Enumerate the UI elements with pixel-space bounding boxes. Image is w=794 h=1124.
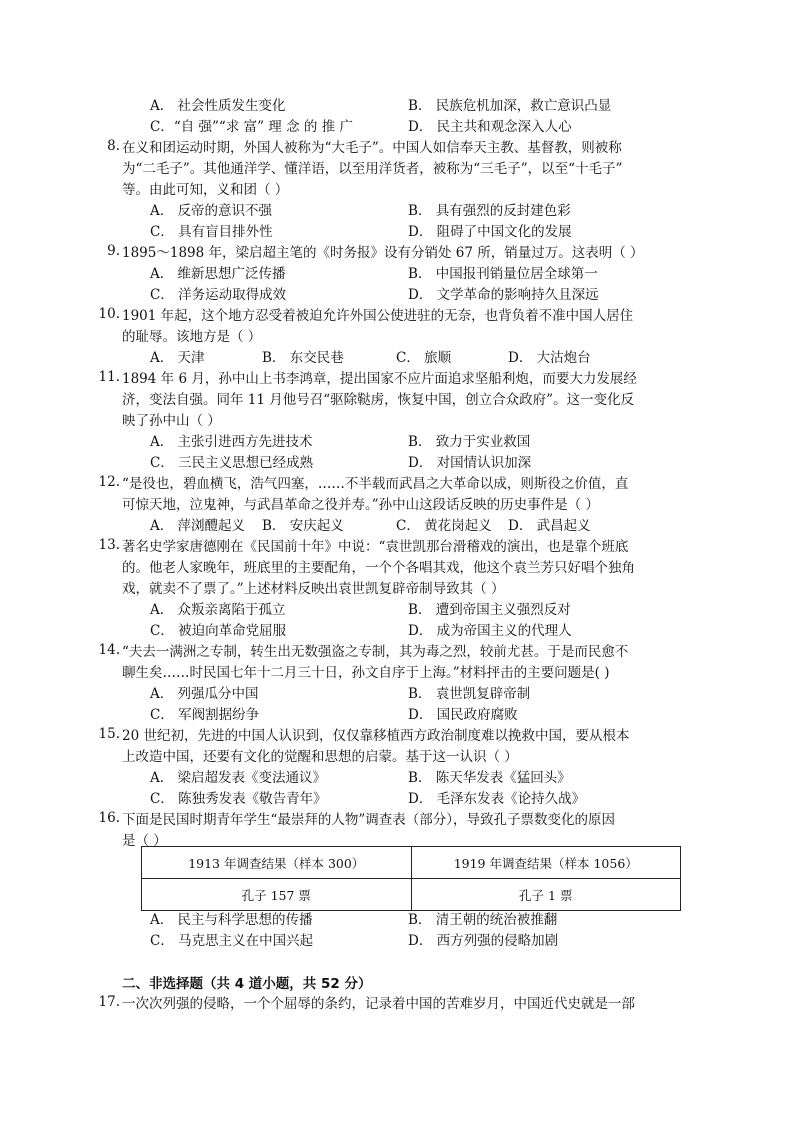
- q12-option-a[interactable]: A． 萍浏醴起义: [150, 518, 246, 534]
- table-cell-1919: 孔子 1 票: [411, 879, 681, 911]
- question-15: [98, 726, 682, 768]
- q8-option-b[interactable]: B． 具有强烈的反封建色彩: [408, 203, 571, 219]
- q11-option-d[interactable]: D． 对国情认识加深: [408, 455, 532, 471]
- survey-table: [141, 846, 681, 911]
- q13-option-d[interactable]: D． 成为帝国主义的代理人: [408, 623, 572, 639]
- question-text: 20 世纪初，先进的中国人认识到，仅仅靠移植西方政治制度难以挽救中国，要从根本: [122, 728, 630, 744]
- question-13: [98, 537, 682, 600]
- question-10: [98, 306, 682, 348]
- q9-option-a[interactable]: A． 维新思想广泛传播: [150, 266, 286, 282]
- question-number: 17.: [98, 994, 120, 1010]
- question-text: 1895～1898 年，梁启超主笔的《时务报》设有分销处 67 所，销量过万。这表明（ ）: [122, 245, 644, 261]
- q15-option-a[interactable]: A． 梁启超发表《变法通议》: [150, 770, 327, 786]
- question-number: 8.: [107, 138, 120, 154]
- question-text: 在义和团运动时期，外国人被称为“大毛子”。中国人如信奉天主教、基督教，则被称: [122, 140, 622, 156]
- q12-option-b[interactable]: B． 安庆起义: [262, 518, 344, 534]
- question-text: 聊生矣……时民国七年十二月三十日，孙文自序于上海。”材料抨击的主要问题是( ): [122, 665, 610, 681]
- q12-options: [150, 516, 690, 537]
- table-header-1919: 1919 年调查结果（样本 1056）: [411, 847, 681, 879]
- q12-option-d[interactable]: D． 武昌起义: [508, 518, 591, 534]
- q16-options: [150, 910, 690, 952]
- question-text: 济，变法自强。同年 11 月他号召“驱除鞑虏，恢复中国，创立合众政府”。这一变化反: [122, 392, 635, 408]
- question-text: 映了孙中山（ ）: [122, 413, 221, 429]
- q9-option-d[interactable]: D． 文学革命的影响持久且深远: [408, 287, 599, 303]
- q7-option-b[interactable]: B． 民族危机加深，救亡意识凸显: [408, 98, 612, 114]
- question-text: 为“二毛子”。其他通洋学、懂洋语，以至用洋货者，被称为“三毛子”，以至“十毛子”: [122, 161, 623, 177]
- q15-option-b[interactable]: B． 陈天华发表《猛回头》: [408, 770, 571, 786]
- question-number: 12.: [98, 474, 120, 490]
- question-number: 10.: [98, 306, 120, 322]
- q10-option-c[interactable]: C． 旅顺: [396, 350, 452, 366]
- q8-option-a[interactable]: A． 反帝的意识不强: [150, 203, 273, 219]
- q13-option-c[interactable]: C． 被迫向革命党屈服: [150, 623, 287, 639]
- q7-option-c[interactable]: C．“自 强”“求 富” 理 念 的 推 广: [150, 119, 353, 135]
- q11-options: [150, 432, 690, 474]
- q16-option-a[interactable]: A． 民主与科学思想的传播: [150, 912, 313, 928]
- q15-options: [150, 768, 690, 810]
- question-11: [98, 369, 682, 432]
- question-9: [107, 243, 682, 264]
- question-text: 是（ ）: [122, 833, 167, 849]
- question-text: 等。由此可知，义和团（ ）: [122, 182, 289, 198]
- question-text: 可惊天地，泣鬼神，与武昌革命之役并寿。”孙中山这段话反映的历史事件是（ ）: [122, 497, 599, 513]
- q14-option-a[interactable]: A． 列强瓜分中国: [150, 686, 259, 702]
- q8-options: [150, 201, 690, 243]
- q16-option-b[interactable]: B． 清王朝的统治被推翻: [408, 912, 558, 928]
- question-14: [98, 642, 682, 684]
- q16-option-c[interactable]: C． 马克思主义在中国兴起: [150, 933, 314, 949]
- question-number: 13.: [98, 537, 120, 553]
- table-header-1913: 1913 年调查结果（样本 300）: [142, 847, 412, 879]
- q8-option-d[interactable]: D． 阻碍了中国文化的发展: [408, 224, 572, 240]
- question-number: 9.: [107, 243, 120, 259]
- q13-option-a[interactable]: A． 众叛亲离陷于孤立: [150, 602, 286, 618]
- question-text: 1894 年 6 月，孙中山上书李鸿章，提出国家不应片面追求坚船利炮，而要大力发展经: [122, 371, 637, 387]
- q10-option-a[interactable]: A． 天津: [150, 350, 205, 366]
- q13-option-b[interactable]: B． 遭到帝国主义强烈反对: [408, 602, 571, 618]
- q11-option-b[interactable]: B． 致力于实业救国: [408, 434, 531, 450]
- q7-option-d[interactable]: D． 民主共和观念深入人心: [408, 119, 572, 135]
- q8-option-c[interactable]: C． 具有盲目排外性: [150, 224, 273, 240]
- question-text: 著名史学家唐德刚在《民国前十年》中说：“袁世凯那台滑稽戏的演出，也是靠个班底: [122, 539, 629, 555]
- q14-options: [150, 684, 690, 726]
- q14-option-c[interactable]: C． 军阀割据纷争: [150, 707, 260, 723]
- question-text: 的。他老人家晚年，班底里的主要配角，一个个各唱其戏，他这个袁兰芳只好唱个独角: [122, 560, 635, 576]
- question-number: 11.: [98, 369, 120, 385]
- question-17: [98, 994, 682, 1015]
- table-cell-1913: 孔子 157 票: [142, 879, 412, 911]
- q7-option-a[interactable]: A． 社会性质发生变化: [150, 98, 286, 114]
- q11-option-c[interactable]: C． 三民主义思想已经成熟: [150, 455, 314, 471]
- question-text: “夫去一满洲之专制，转生出无数强盗之专制，其为毒之烈，较前尤甚。于是而民愈不: [122, 644, 629, 660]
- question-12: [98, 474, 682, 516]
- q9-options: [150, 264, 690, 306]
- question-number: 16.: [98, 810, 120, 826]
- q14-option-d[interactable]: D． 国民政府腐败: [408, 707, 518, 723]
- q10-options: [150, 348, 690, 369]
- q16-option-d[interactable]: D． 西方列强的侵略加剧: [408, 933, 559, 949]
- q10-option-d[interactable]: D． 大沽炮台: [508, 350, 591, 366]
- q12-option-c[interactable]: C． 黄花岗起义: [396, 518, 492, 534]
- q13-options: [150, 600, 690, 642]
- q9-option-b[interactable]: B． 中国报刊销量位居全球第一: [408, 266, 598, 282]
- q15-option-d[interactable]: D． 毛泽东发表《论持久战》: [408, 791, 586, 807]
- question-text: 戏，就卖不了票了。”上述材料反映出袁世凯复辟帝制导致其（ ）: [122, 581, 505, 597]
- q10-option-b[interactable]: B． 东交民巷: [262, 350, 344, 366]
- question-text: “是役也，碧血横飞，浩气四塞，……不半载而武昌之大革命以成，则斯役之价值，直: [122, 476, 629, 492]
- question-text: 下面是民国时期青年学生“最崇拜的人物”调查表（部分），导致孔子票数变化的原因: [122, 812, 616, 828]
- question-text: 一次次列强的侵略，一个个屈辱的条约，记录着中国的苦难岁月，中国近代史就是一部: [122, 996, 635, 1012]
- question-text: 上改造中国，还要有文化的觉醒和思想的启蒙。基于这一认识（ ）: [122, 749, 518, 765]
- question-text: 的耻辱。该地方是（ ）: [122, 329, 262, 345]
- q15-option-c[interactable]: C． 陈独秀发表《敬告青年》: [150, 791, 327, 807]
- section-heading: 二、非选择题（共 4 道小题，共 52 分）: [122, 976, 372, 992]
- question-number: 14.: [98, 642, 120, 658]
- question-number: 15.: [98, 726, 120, 742]
- question-8: [107, 138, 682, 201]
- q11-option-a[interactable]: A． 主张引进西方先进技术: [150, 434, 313, 450]
- q7-options: [150, 96, 690, 138]
- q14-option-b[interactable]: B． 袁世凯复辟帝制: [408, 686, 531, 702]
- q9-option-c[interactable]: C． 洋务运动取得成效: [150, 287, 287, 303]
- question-text: 1901 年起，这个地方忍受着被迫允许外国公使进驻的无奈，也背负着不准中国人居住: [122, 308, 634, 324]
